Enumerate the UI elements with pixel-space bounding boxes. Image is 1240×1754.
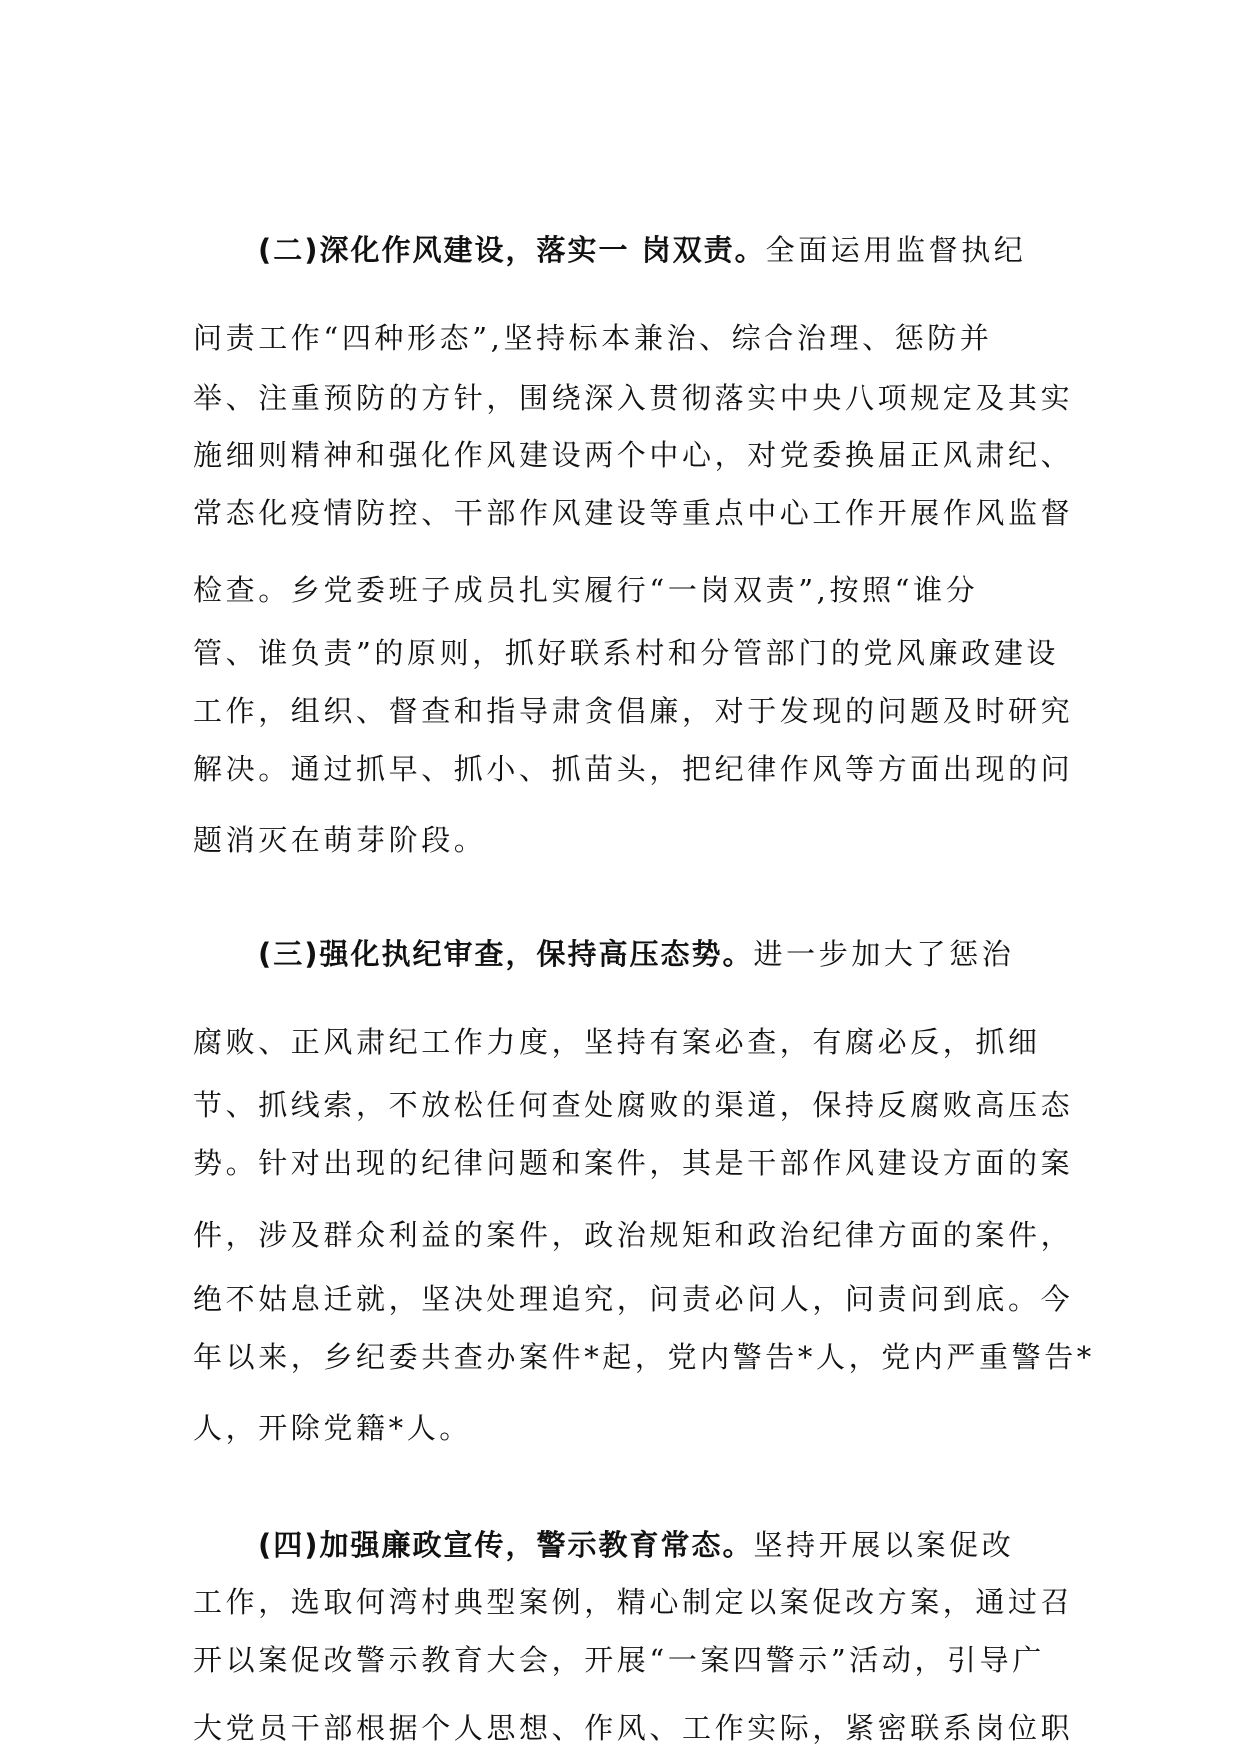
- paragraph-line: 大党员干部根据个人思想、作风、工作实际，紧密联系岗位职: [193, 1711, 1074, 1745]
- paragraph-line: 管、谁负责”的原则，抓好联系村和分管部门的党风廉政建设: [193, 636, 1060, 670]
- paragraph-line: 施细则精神和强化作风建设两个中心，对党委换届正风肃纪、: [193, 438, 1074, 472]
- paragraph-line: 势。针对出现的纪律问题和案件，其是干部作风建设方面的案: [193, 1146, 1074, 1180]
- section-2-heading: (二)深化作风建设，落实一 岗双责。: [258, 233, 766, 267]
- paragraph-line: 举、注重预防的方针，围绕深入贯彻落实中央八项规定及其实: [193, 381, 1074, 415]
- section-3-text: 进一步加大了惩治: [753, 937, 1015, 971]
- paragraph-line: 节、抓线索，不放松任何查处腐败的渠道，保持反腐败高压态: [193, 1088, 1074, 1122]
- section-3-first-line: [258, 936, 1014, 972]
- paragraph-line: 腐败、正风肃纪工作力度，坚持有案必查，有腐必反，抓细: [193, 1025, 1041, 1059]
- paragraph-line: 工作，组织、督查和指导肃贪倡廉，对于发现的问题及时研究: [193, 694, 1074, 728]
- paragraph-line: 开以案促改警示教育大会，开展“一案四警示”活动，引导广: [193, 1643, 1045, 1677]
- paragraph-line: 件，涉及群众利益的案件，政治规矩和政治纪律方面的案件，: [193, 1218, 1074, 1252]
- paragraph-line: 常态化疫情防控、干部作风建设等重点中心工作开展作风监督: [193, 496, 1074, 530]
- section-2-first-line: [258, 232, 1026, 268]
- section-2-text: 全面运用监督执纪: [765, 233, 1027, 267]
- section-3-heading: (三)强化执纪审查，保持高压态势。: [258, 937, 754, 971]
- paragraph-line: 题消灭在萌芽阶段。: [193, 823, 487, 857]
- section-4-text: 坚持开展以案促改: [753, 1528, 1015, 1562]
- paragraph-line: 绝不姑息迁就，坚决处理追究，问责必问人，问责问到底。今: [193, 1282, 1074, 1316]
- paragraph-line: 解决。通过抓早、抓小、抓苗头，把纪律作风等方面出现的问: [193, 752, 1074, 786]
- paragraph-line: 问责工作“四种形态”,坚持标本兼治、综合治理、惩防并: [193, 321, 993, 355]
- paragraph-line: 人，开除党籍*人。: [193, 1411, 472, 1445]
- paragraph-line: 工作，选取何湾村典型案例，精心制定以案促改方案，通过召: [193, 1585, 1074, 1619]
- section-4-first-line: [258, 1527, 1014, 1563]
- section-4-heading: (四)加强廉政宣传，警示教育常态。: [258, 1528, 754, 1562]
- paragraph-line: 年以来，乡纪委共查办案件*起，党内警告*人，党内严重警告*: [193, 1340, 1095, 1374]
- paragraph-line: 检查。乡党委班子成员扎实履行“一岗双责”,按照“谁分: [193, 573, 979, 607]
